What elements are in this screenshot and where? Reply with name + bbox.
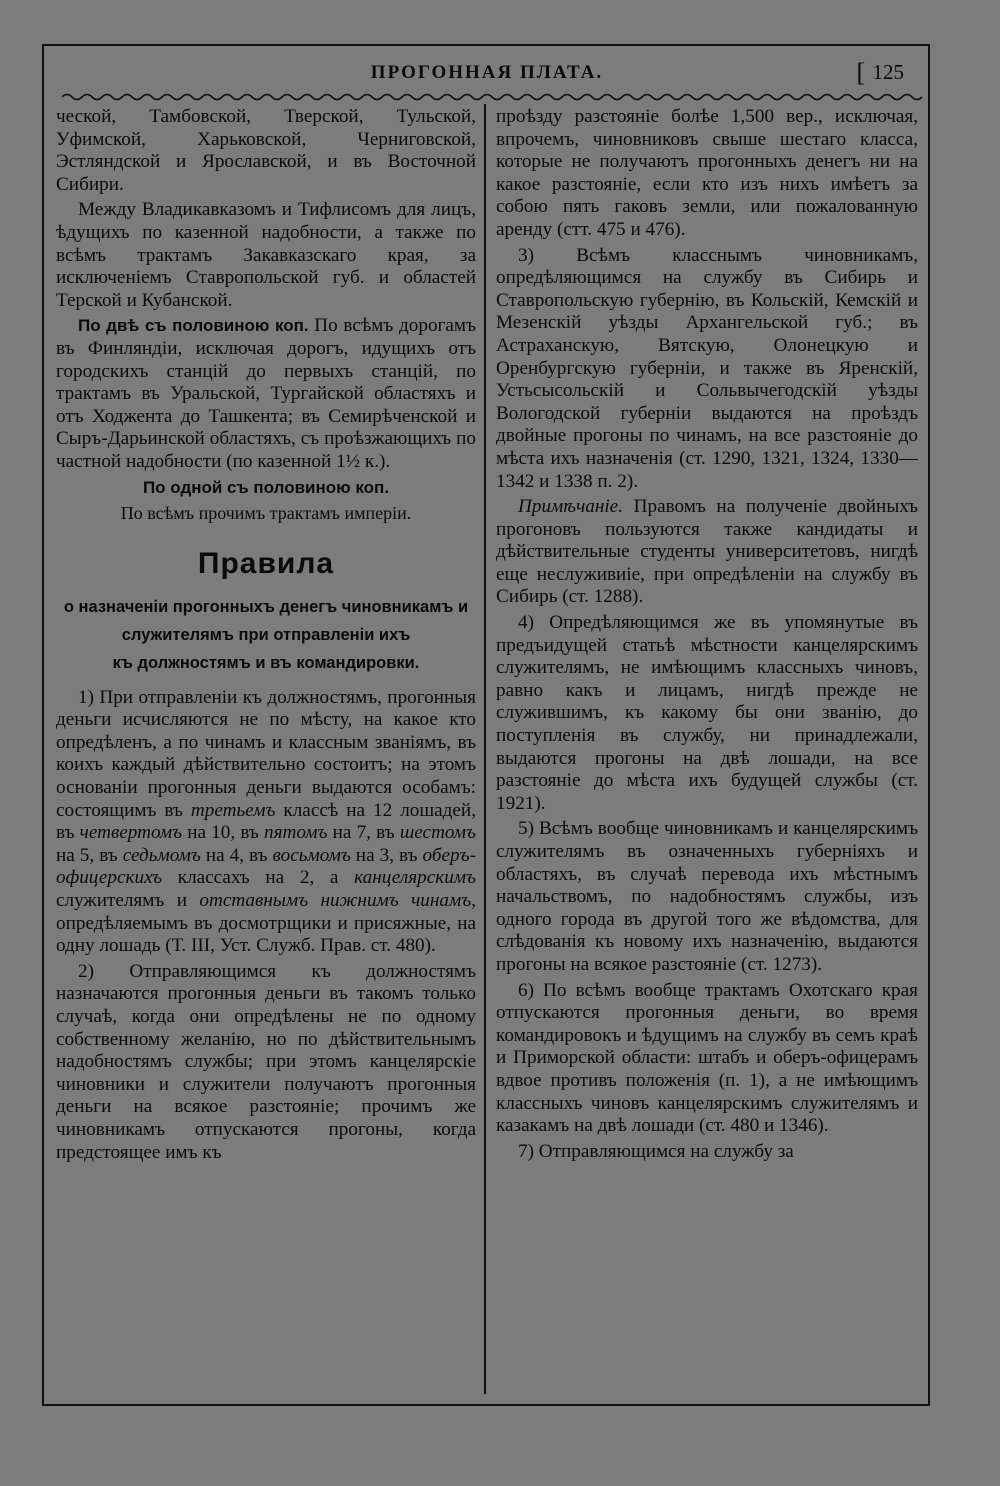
italic-run: третьемъ — [190, 799, 276, 821]
note-label: Примѣчаніе. — [518, 496, 623, 518]
rule-4: 4) Опредѣляющимся же въ упомянутые въ предъидущей статьѣ мѣстности канцелярскимъ служителямъ, не имѣющимъ классныхъ чиновъ, равно какъ и лицамъ, нигдѣ прежде не служившимъ, къ какому бы они званію, до поступленія въ службу, ни принадлежали, выдаются прогоны на двѣ лошади, на все разстояніе до мѣста ихъ будущей службы (ст. 1921). — [496, 612, 918, 814]
right-column — [496, 106, 918, 1166]
rule-5: 5) Всѣмъ вообще чиновникамъ и канцелярскимъ служителямъ въ означенныхъ губерніяхъ и областяхъ, въ случаѣ перевода ихъ мѣстнымъ начальствомъ, по надобностямъ службы, изъ одного города въ другой того же вѣдомства, для слѣдованія къ новому ихъ назначенію, выдаются прогоны на всякое разстояніе (ст. 1273). — [496, 818, 918, 975]
italic-run: отставнымъ нижнимъ чинамъ — [199, 890, 472, 912]
italic-run: канцелярскимъ — [354, 867, 476, 889]
text-run: , опредѣляемымъ въ досмотрщики и присяжные, на одну лошадь (Т. III, Уст. Служб. Прав. ст. 480). — [56, 890, 476, 957]
text-run: на 5, въ — [56, 844, 123, 866]
rate-heading: По одной съ половиною коп. — [142, 477, 390, 497]
italic-run: шестомъ — [399, 822, 476, 844]
section-subtitle-line: къ должностямъ и въ командировки. — [112, 653, 420, 672]
rule-6: 6) По всѣмъ вообще трактамъ Охотскаго края отпускаются прогонныя деньги, во время командировокъ и ѣдущимъ на службу въ семъ краѣ и Приморской области: штабъ и оберъ-офицерамъ вдвое противъ положенія (п. 1), а не имѣющимъ классныхъ чиновъ канцелярскимъ служителямъ и казакамъ на двѣ лошади (ст. 480 и 1346). — [496, 979, 918, 1137]
paragraph: проѣзду разстояніе болѣе 1,500 вер., исключая, впрочемъ, чиновниковъ свыше шестаго класса, которые не получаютъ прогонныхъ денегъ ни на какое разстояніе, если кто изъ нихъ имѣетъ за собою пять гаковъ земли, или пожалованную аренду (стт. 475 и 476). — [496, 106, 918, 240]
paragraph: По всѣмъ прочимъ трактамъ имперіи. — [120, 503, 412, 524]
paragraph: ческой, Тамбовской, Тверской, Тульской, Уфимской, Харьковской, Черниговской, Эстляндской и Ярославской, и въ Восточной Сибири. — [56, 106, 476, 195]
italic-run: четвертомъ — [79, 822, 183, 844]
rate-heading: По двѣ съ половиною коп. — [78, 316, 309, 336]
text-run: на 4, въ — [200, 844, 273, 866]
section-title: Правила — [197, 546, 335, 580]
running-header — [44, 52, 930, 92]
header-wavy-rule — [62, 92, 928, 102]
paragraph: Между Владикавказомъ и Тифлисомъ для лицъ, ѣдущихъ по казенной надобности, а также по всѣмъ трактамъ Закавказскаго края, за исключеніемъ Ставропольской губ. и областей Терской и Кубанской. — [56, 199, 476, 311]
italic-run: седьмомъ — [122, 844, 201, 866]
text-run: классахъ на 2, а — [162, 867, 355, 889]
rule-1 — [56, 687, 476, 958]
left-column — [56, 106, 476, 1167]
text-run: служителямъ и — [56, 890, 200, 912]
paragraph-text: По всѣмъ дорогамъ въ Финляндіи, исключая дорогъ, идущихъ отъ городскихъ станцій до первыхъ станцій, по трактамъ въ Уральской, Тургайской областяхъ и отъ Ходжента до Ташкента; въ Семирѣченской и Сыръ-Дарьинской областяхъ, съ проѣзжающихъ по частной надобности (по казенной 1½ к.). — [56, 315, 477, 472]
text-run: 1) При отправленіи къ должностямъ, прогонныя деньги исчисляются не по мѣсту, на какое кто опредѣленъ, а по чинамъ и классным званіямъ, въ коихъ каждый дѣйствительно состоитъ; на этомъ основаніи прогонныя деньги выдаются особамъ: состоящимъ въ — [56, 686, 476, 821]
section-subtitle — [56, 593, 476, 677]
section-subtitle-line: о назначеніи прогонныхъ денегъ чиновникамъ и служителямъ при отправленіи ихъ — [63, 597, 469, 644]
text-run: классѣ на 12 лошадей, въ — [56, 799, 476, 844]
italic-run: оберъ-офицерскихъ — [56, 844, 476, 889]
note — [496, 496, 918, 609]
rule-3: 3) Всѣмъ класснымъ чиновникамъ, опредѣляющимся на службу въ Сибирь и Ставропольскую губернію, въ Кольскій, Кемскій и Мезенскій уѣзды Архангельской губ.; въ Астраханскую, Вятскую, Олонецкую и Оренбургскую губерніи, и также въ Яренскій, Устьсысольскій и Сольвычегодскій уѣзды Вологодской губерніи выдаются на проѣздъ двойные прогоны по чинамъ, на все разстояніе до мѣста ихъ назначенія (ст. 1290, 1321, 1324, 1330—1342 и 1338 п. 2). — [496, 244, 918, 492]
note-text: Правомъ на полученіе двойныхъ прогоновъ пользуются также кандидаты и дѣйствительные студенты университетовъ, нигдѣ еще неслуживиіе, при опредѣленіи на службу въ Сибирь (ст. 1288). — [496, 496, 918, 608]
text-run: на 7, въ — [327, 822, 400, 844]
paragraph — [56, 315, 476, 473]
page-number: [ 125 — [873, 60, 905, 85]
column-divider — [484, 104, 486, 1394]
italic-run: восьмомъ — [272, 844, 351, 866]
running-title: ПРОГОННАЯ ПЛАТА. — [370, 62, 604, 83]
rule-7: 7) Отправляющимся на службу за — [518, 1140, 794, 1162]
text-run: на 10, въ — [182, 822, 265, 844]
text-run: на 3, въ — [350, 844, 423, 866]
italic-run: пятомъ — [264, 822, 328, 844]
rule-2: 2) Отправляющимся къ должностямъ назначаются прогонныя деньги въ такомъ только случаѣ, когда они опредѣлены не по одному собственному желанію, но по дѣйствительнымъ надобностямъ службы; при этомъ канцелярскіе чиновники и служители получаютъ прогонныя деньги на всякое разстояніе; прочимъ же чиновникамъ отпускаются прогоны, когда предстоящее имъ къ — [56, 960, 476, 1163]
